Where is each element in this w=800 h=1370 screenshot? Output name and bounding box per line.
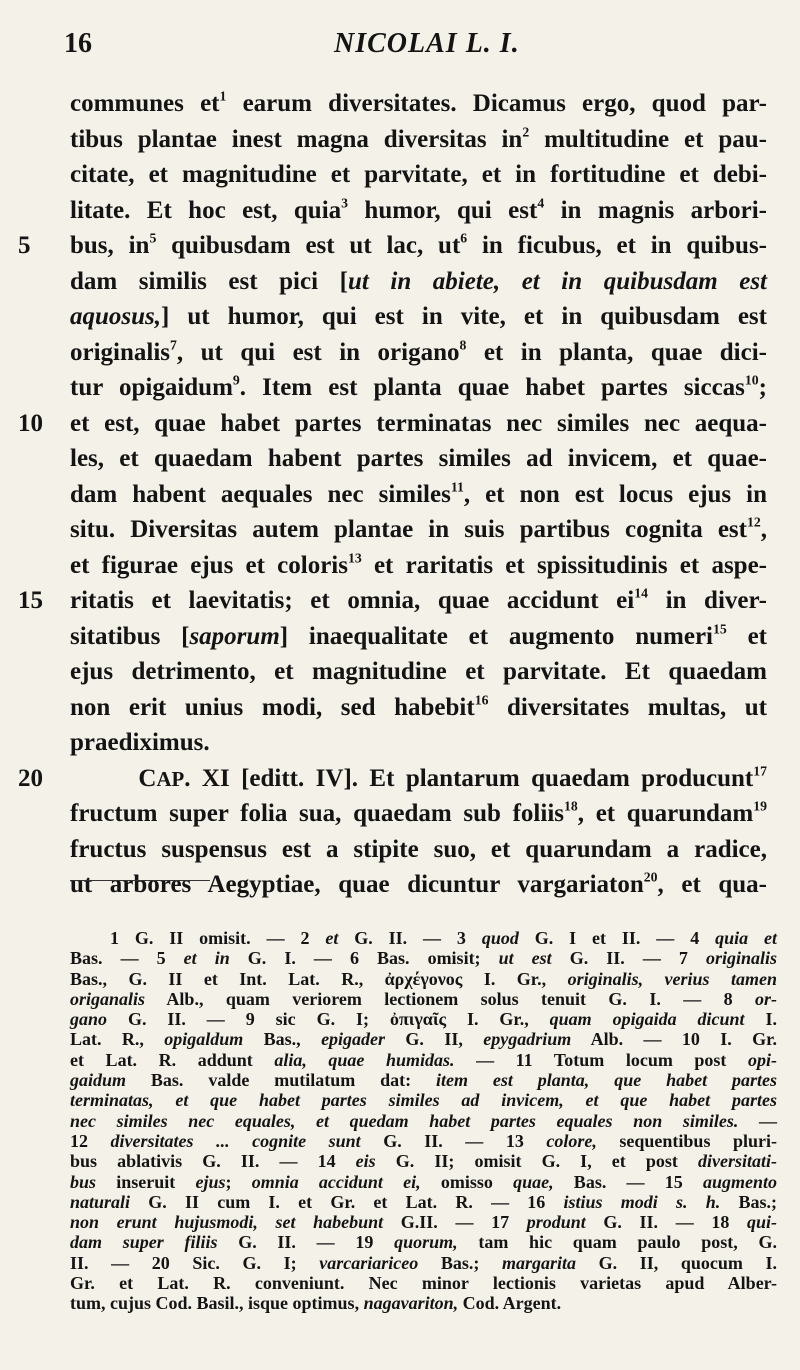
text-line [70,867,767,903]
line-number: 20 [18,764,43,792]
text-line [18,583,767,619]
line-text: et figurae ejus et coloris$^{13}$ et raritatis et spissitudinis et aspe- [70,550,768,579]
line-text: bus, $in^5$ quibusdam est ut lac, $ut^6$ in ficubus, et in quibus- [70,230,768,259]
footnote-line: tum, cujus Cod. Basil., isque optimus, nagavariton, Cod. Argent. [70,1293,562,1314]
text-line [70,370,767,406]
footnote-line: et Lat. R. addunt alia, quae humidas. — 11 Totum locum post opi- [70,1049,777,1070]
text-line [70,725,767,761]
line-text: ejus detrimento, et magnitudine et parvitate. Et quaedam [70,658,767,685]
footnote-line: Bas., G. II et Int. Lat. R., ἀρχέγονος I. Gr., originalis, verius tamen [70,968,777,989]
line-text: aquosus,] ut humor, qui est in vite, et in quibusdam est [70,303,767,330]
footnote-separator [70,880,210,881]
line-number: 10 [18,409,43,437]
line-text: praediximus. [70,729,210,756]
footnote-line: terminatas, et que habet partes similes ad invicem, et que habet partes [70,1090,777,1111]
footnote-line: 1 G. II omisit. — 2 et G. II. — 3 quod G. I et II. — 4 quia et [110,928,777,948]
line-text: tur opigaidum$^9$. Item est planta quae habet partes siccas$^{10}$; [70,372,767,401]
text-line [70,512,767,548]
footnote-line: Bas. — 5 et in G. I. — 6 Bas. omisit; ut est G. II. — 7 originalis [70,948,777,969]
text-line [70,264,767,300]
line-text: et est, quae habet partes terminatas nec similes nec aequa- [70,409,767,437]
text-line [70,86,767,122]
text-line [70,832,767,868]
footnote-line: naturali G. II cum I. et Gr. et Lat. R. — 16 istius modi s. h. Bas.; [70,1191,777,1212]
text-line [70,477,767,513]
line-text: communes $et^1$ earum diversitates. Dicamus ergo, quod par- [70,88,767,117]
text-line [70,796,767,832]
page-header [64,28,780,68]
line-text: fructus suspensus est a stipite suo, et quarundam a radice, [70,835,767,863]
line-text: dam habent aequales nec similes$^{11}$, et non est locus ejus in [70,479,767,508]
text-line [18,406,767,442]
text-line [70,157,767,193]
line-text: originalis$^7$, ut qui est in origano$^8$ et in planta, quae dici- [70,337,767,366]
footnote-line: gaidum Bas. valde mutilatum dat: item est planta, que habet partes [70,1070,777,1091]
line-text: situ. Diversitas autem plantae in suis partibus cognita est$^{12}$, [70,514,767,543]
footnote-line: dam super filiis G. II. — 19 quorum, tam hic quam paulo post, G. [70,1232,777,1253]
footnote-line: II. — 20 Sic. G. I; varcariariceo Bas.; margarita G. II, quocum I. [70,1252,777,1273]
footnote-line: nec similes nec equales, et quedam habet partes equales non similes. — [70,1110,777,1131]
main-text [18,86,768,903]
footnote-line: bus inseruit ejus; omnia accidunt ei, omisso quae, Bas. — 15 augmento [70,1171,777,1192]
text-line [70,654,767,690]
footnote-line: origanalis Alb., quam veriorem lectionem solus tenuit G. I. — 8 or- [70,988,777,1009]
line-text: litate. Et hoc est, quia$^3$ humor, qui est$^4$ in magnis arbori- [70,195,768,224]
text-line [18,761,768,797]
line-text: fructum super folia sua, quaedam sub foliis$^{18}$, et quarundam$^{19}$ [70,798,767,827]
footnote-line: gano G. II. — 9 sic G. I; ὀπιγαῖς I. Gr., quam opigaida dicunt I. [70,1009,777,1030]
text-line [70,619,767,655]
line-number: 5 [18,232,31,259]
text-line [70,335,767,371]
line-text: dam similis est pici [ut in abiete, et in quibusdam est [70,267,767,295]
text-line [70,548,767,584]
text-line [70,441,767,477]
footnote-line: Lat. R., opigaldum Bas., epigader G. II, epygadrium Alb. — 10 I. Gr. [70,1029,777,1050]
line-text: les, et quaedam habent partes similes ad invicem, et quae- [70,445,767,472]
text-line [70,299,767,335]
footnote-line: Gr. et Lat. R. conveniunt. Nec minor lectionis varietas apud Alber- [70,1273,777,1294]
line-text: tibus plantae inest magna diversitas $in^2$ multitudine et pau- [70,124,767,153]
text-line [70,690,767,726]
footnote-line: non erunt hujusmodi, set habebunt G.II. — 17 produnt G. II. — 18 qui- [70,1212,777,1233]
footnote-line: bus ablativis G. II. — 14 eis G. II; omisit G. I, et post diversitati- [70,1151,777,1172]
line-text: citate, et magnitudine et parvitate, et in fortitudine et debi- [70,161,767,188]
line-text: non erit unius modi, sed habebit$^{16}$ diversitates multas, ut [70,692,768,721]
line-text: ritatis et laevitatis; et omnia, quae accidunt $ei^{14}$ in diver- [70,585,767,614]
line-text: CAP. XI [editt. IV]. Et plantarum quaedam producunt$^{17}$ [70,763,768,792]
footnotes [70,928,777,1314]
line-text: ut arbores Aegyptiae, quae dicuntur vargariaton$^{20}$, et qua- [70,869,767,898]
text-line [18,228,768,264]
line-text: sitatibus [saporum] inaequalitate et augmento numeri$^{15}$ et [70,621,767,650]
text-line [70,193,767,229]
page-number: 16 [64,28,92,59]
footnote-line: 12 diversitates ... cognite sunt G. II. — 13 colore, sequentibus pluri- [70,1130,777,1151]
text-line [70,122,767,158]
line-number: 15 [18,587,43,614]
running-title: NICOLAI L. I. [334,28,520,59]
